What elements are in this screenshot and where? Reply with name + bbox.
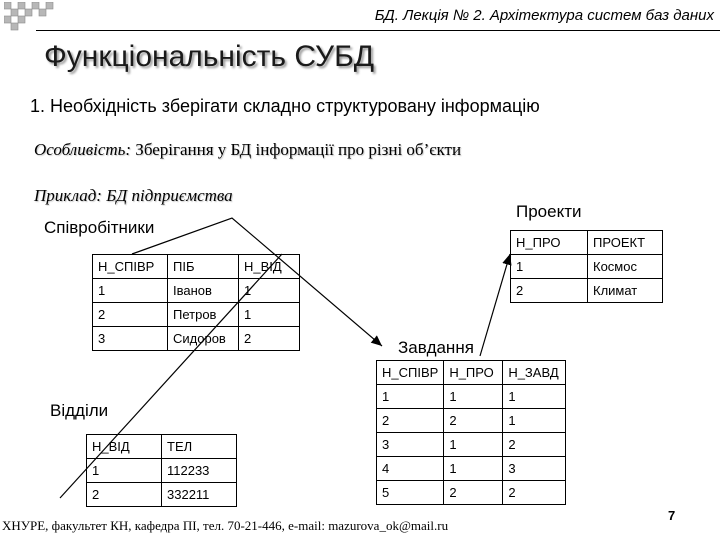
table-cell: 2 — [377, 409, 444, 433]
table-cell: Космос — [588, 255, 663, 279]
table-cell: Іванов — [168, 279, 239, 303]
feature-label: Особливість: — [34, 140, 132, 159]
tasks-label: Завдання — [398, 338, 474, 357]
table-cell: 2 — [503, 481, 566, 505]
feature-text: Зберігання у БД інформації про різні об’єкти — [131, 140, 462, 159]
footer-text: ХНУРЕ, факультет КН, кафедра ПІ, тел. 70-21-446, e-mail: mazurova_ok@mail.ru — [2, 518, 449, 533]
projects-table — [510, 230, 663, 303]
table-header-row — [511, 231, 663, 255]
table-cell: 2 — [444, 409, 503, 433]
table-cell: 1 — [93, 279, 168, 303]
table-header-cell: ТЕЛ — [162, 435, 237, 459]
example-line: Приклад: БД підприємства — [34, 186, 233, 205]
table-cell: 1 — [503, 385, 566, 409]
table-header-row — [93, 255, 300, 279]
table-header-cell: Н_СПІВР — [377, 361, 444, 385]
table-cell: 1 — [444, 433, 503, 457]
table-cell: 1 — [511, 255, 588, 279]
employees-label: Співробітники — [44, 218, 155, 237]
table-cell: 2 — [87, 483, 162, 507]
table-header-row — [377, 361, 566, 385]
table-cell: 3 — [93, 327, 168, 351]
table-row — [377, 385, 566, 409]
table-row — [377, 433, 566, 457]
table-cell: 1 — [239, 303, 300, 327]
projects-label: Проекти — [516, 202, 582, 221]
table-row — [87, 483, 237, 507]
slide-title: Функціональність СУБД — [44, 40, 375, 73]
table-header-cell: Н_СПІВР — [93, 255, 168, 279]
table-header-cell: Н_ПРО — [511, 231, 588, 255]
table-cell: 2 — [239, 327, 300, 351]
table-cell: 2 — [503, 433, 566, 457]
table-cell: 3 — [503, 457, 566, 481]
page-number: 7 — [668, 508, 676, 523]
table-cell: 332211 — [162, 483, 237, 507]
tasks-table — [376, 360, 566, 505]
table-cell: Климат — [588, 279, 663, 303]
table-header-cell: Н_ПРО — [444, 361, 503, 385]
point-1-text: 1. Необхідність зберігати складно структуровану інформацію — [30, 96, 540, 116]
table-row — [87, 459, 237, 483]
course-header: БД. Лекція № 2. Архітектура систем баз даних — [374, 7, 714, 24]
table-cell: 4 — [377, 457, 444, 481]
link-tasks-projects — [480, 254, 510, 356]
departments-table — [86, 434, 237, 507]
table-cell: 1 — [444, 457, 503, 481]
table-row — [511, 255, 663, 279]
table-header-cell: Н_ЗАВД — [503, 361, 566, 385]
table-header-row — [87, 435, 237, 459]
table-cell: 1 — [239, 279, 300, 303]
table-cell: 112233 — [162, 459, 237, 483]
employees-table — [92, 254, 300, 351]
table-row — [93, 303, 300, 327]
table-cell: Сидоров — [168, 327, 239, 351]
table-cell: 2 — [511, 279, 588, 303]
table-header-cell: ПІБ — [168, 255, 239, 279]
table-row — [377, 409, 566, 433]
table-header-cell: Н_ВІД — [239, 255, 300, 279]
table-cell: Петров — [168, 303, 239, 327]
departments-label: Відділи — [50, 401, 109, 420]
table-cell: 2 — [444, 481, 503, 505]
table-row — [93, 327, 300, 351]
table-row — [511, 279, 663, 303]
table-row — [93, 279, 300, 303]
table-cell: 2 — [93, 303, 168, 327]
table-cell: 1 — [444, 385, 503, 409]
table-row — [377, 457, 566, 481]
table-cell: 3 — [377, 433, 444, 457]
table-row — [377, 481, 566, 505]
table-cell: 1 — [377, 385, 444, 409]
table-header-cell: Н_ВІД — [87, 435, 162, 459]
table-header-cell: ПРОЕКТ — [588, 231, 663, 255]
table-cell: 1 — [87, 459, 162, 483]
table-cell: 1 — [503, 409, 566, 433]
table-cell: 5 — [377, 481, 444, 505]
